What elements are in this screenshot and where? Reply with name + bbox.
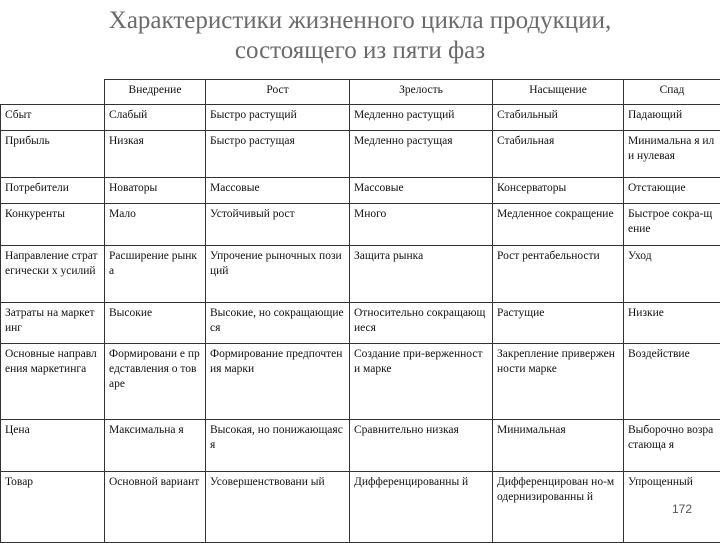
table-cell: Закрепление приверженности марке <box>493 344 624 420</box>
table-cell: Быстрое сокра-щение <box>624 204 720 246</box>
row-label: Основные направления маркетинга <box>1 344 105 420</box>
row-label: Сбыт <box>1 105 105 131</box>
table-cell: Уход <box>624 246 720 303</box>
table-cell: Основной вариант <box>105 472 206 543</box>
row-label: Товар <box>1 472 105 543</box>
slide-title <box>0 6 720 66</box>
header-corner <box>1 80 105 105</box>
table-cell: Новаторы <box>105 178 206 204</box>
lifecycle-table <box>0 79 720 543</box>
table-cell: Стабильная <box>493 131 624 178</box>
table-cell: Относительно сокращающиеся <box>350 303 493 344</box>
row-label: Прибыль <box>1 131 105 178</box>
table-row <box>1 246 720 303</box>
row-label: Затраты на маркетинг <box>1 303 105 344</box>
table-cell: Защита рынка <box>350 246 493 303</box>
table-cell: Массовые <box>350 178 493 204</box>
table-cell: Формирование предпочтения марки <box>206 344 350 420</box>
table-cell: Стабильный <box>493 105 624 131</box>
table-cell: Низкая <box>105 131 206 178</box>
title-line-1: Характеристики жизненного цикла продукции, <box>0 6 720 36</box>
row-label: Потребители <box>1 178 105 204</box>
table-cell: Расширение рынка <box>105 246 206 303</box>
table-cell: Устойчивый рост <box>206 204 350 246</box>
table-cell: Рост рентабельности <box>493 246 624 303</box>
table-cell: Воздействие <box>624 344 720 420</box>
table-cell: Высокие <box>105 303 206 344</box>
table-cell: Выборочно возрастающа я <box>624 420 720 472</box>
column-header: Спад <box>624 80 720 105</box>
column-header: Зрелость <box>350 80 493 105</box>
table-cell: Упрочение рыночных позиций <box>206 246 350 303</box>
table-cell: Усовершенствовани ый <box>206 472 350 543</box>
table-header-row <box>1 80 720 105</box>
table-cell: Минимальна я или нулевая <box>624 131 720 178</box>
table-cell: Падающий <box>624 105 720 131</box>
row-label: Направление стратегически х усилий <box>1 246 105 303</box>
table-cell: Консерваторы <box>493 178 624 204</box>
table-cell: Медленное сокращение <box>493 204 624 246</box>
table-cell: Дифференцирован но-модернизированны й <box>493 472 624 543</box>
table-cell: Растущие <box>493 303 624 344</box>
table-cell: Отстающие <box>624 178 720 204</box>
table-cell: Формировани е представления о товаре <box>105 344 206 420</box>
table-cell: Упрощенный <box>624 472 720 543</box>
table-cell: Создание при-верженности марке <box>350 344 493 420</box>
table-row <box>1 472 720 543</box>
table-cell: Дифференцированны й <box>350 472 493 543</box>
table-cell: Высокие, но сокращающиеся <box>206 303 350 344</box>
table-cell: Максимальна я <box>105 420 206 472</box>
table-cell: Сравнительно низкая <box>350 420 493 472</box>
table-row <box>1 204 720 246</box>
table-cell: Высокая, но понижающаяся <box>206 420 350 472</box>
table-row <box>1 131 720 178</box>
row-label: Конкуренты <box>1 204 105 246</box>
column-header: Рост <box>206 80 350 105</box>
row-label: Цена <box>1 420 105 472</box>
title-line-2: состоящего из пяти фаз <box>0 36 720 66</box>
table-row <box>1 105 720 131</box>
table-cell: Много <box>350 204 493 246</box>
table-row <box>1 420 720 472</box>
table-cell: Массовые <box>206 178 350 204</box>
table-cell: Минимальная <box>493 420 624 472</box>
column-header: Насыщение <box>493 80 624 105</box>
table-row <box>1 344 720 420</box>
table-cell: Быстро растущая <box>206 131 350 178</box>
table-row <box>1 178 720 204</box>
table-cell: Мало <box>105 204 206 246</box>
table-row <box>1 303 720 344</box>
table-cell: Быстро растущий <box>206 105 350 131</box>
page-number: 172 <box>672 502 692 516</box>
table-cell: Медленно растущий <box>350 105 493 131</box>
table-cell: Слабый <box>105 105 206 131</box>
column-header: Внедрение <box>105 80 206 105</box>
table-cell: Медленно растущая <box>350 131 493 178</box>
table-cell: Низкие <box>624 303 720 344</box>
